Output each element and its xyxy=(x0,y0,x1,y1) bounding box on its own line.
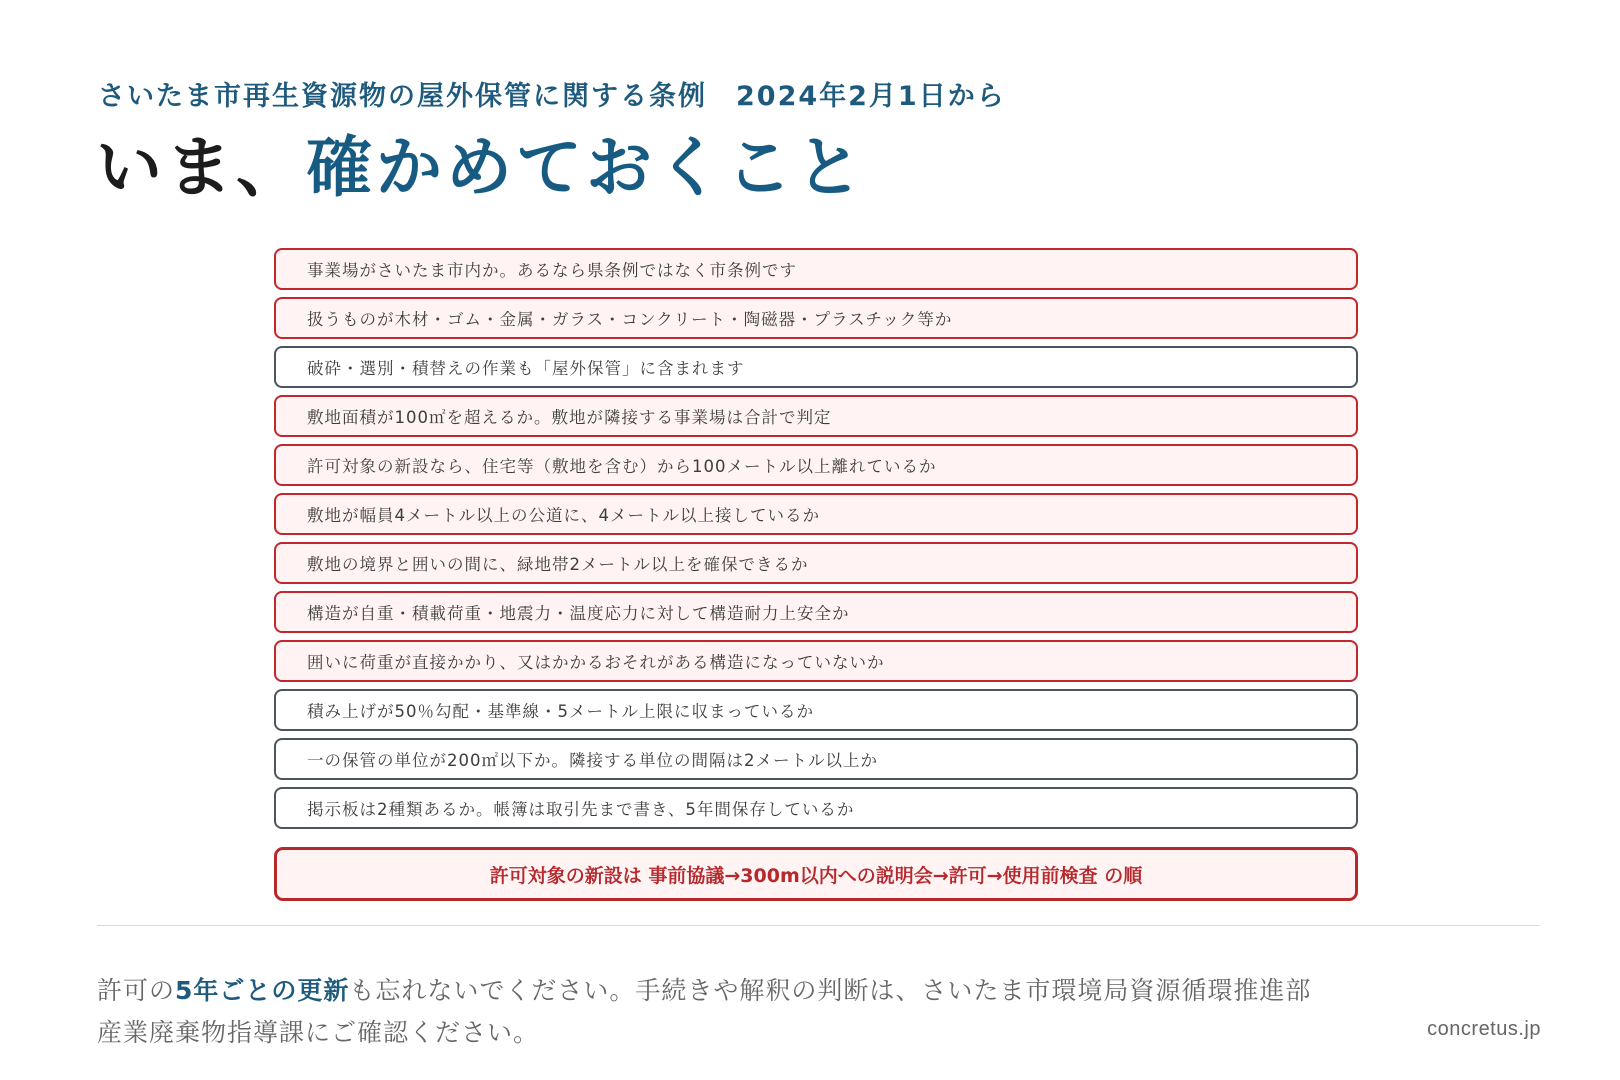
checklist-item: 事業場がさいたま市内か。あるなら県条例ではなく市条例です xyxy=(274,248,1358,290)
note-emphasis: 5年ごとの更新 xyxy=(175,976,350,1005)
title-highlight: 確かめておくこと xyxy=(306,129,866,206)
title-prefix: いま、 xyxy=(96,129,306,206)
note-text-before: 許可の xyxy=(97,976,176,1005)
note-text-after: も忘れないでください。手続きや解釈の判断は、さいたま市環境局資源循環推進部産業廃棄物指導課にご確認ください。 xyxy=(97,976,1312,1047)
checklist-item: 敷地面積が100㎡を超えるか。敷地が隣接する事業場は合計で判定 xyxy=(274,395,1358,437)
checklist-item: 一の保管の単位が200㎡以下か。隣接する単位の間隔は2メートル以上か xyxy=(274,738,1358,780)
checklist-item: 構造が自重・積載荷重・地震力・温度応力に対して構造耐力上安全か xyxy=(274,591,1358,633)
checklist xyxy=(274,248,1358,836)
checklist-item: 積み上げが50％勾配・基準線・5メートル上限に収まっているか xyxy=(274,689,1358,731)
checklist-item: 破砕・選別・積替えの作業も「屋外保管」に含まれます xyxy=(274,346,1358,388)
site-credit: concretus.jp xyxy=(1427,1018,1541,1040)
procedure-flow-box: 許可対象の新設は 事前協議→300m以内への説明会→許可→使用前検査 の順 xyxy=(274,847,1358,901)
checklist-item: 掲示板は2種類あるか。帳簿は取引先まで書き、5年間保存しているか xyxy=(274,787,1358,829)
closing-note xyxy=(97,970,1317,1054)
checklist-item: 敷地が幅員4メートル以上の公道に、4メートル以上接しているか xyxy=(274,493,1358,535)
checklist-item: 許可対象の新設なら、住宅等（敷地を含む）から100メートル以上離れているか xyxy=(274,444,1358,486)
page-title xyxy=(96,128,866,207)
checklist-item: 扱うものが木材・ゴム・金属・ガラス・コンクリート・陶磁器・プラスチック等か xyxy=(274,297,1358,339)
divider xyxy=(97,925,1539,926)
checklist-item: 敷地の境界と囲いの間に、緑地帯2メートル以上を確保できるか xyxy=(274,542,1358,584)
page-subtitle: さいたま市再生資源物の屋外保管に関する条例 2024年2月1日から xyxy=(98,81,1006,112)
checklist-item: 囲いに荷重が直接かかり、又はかかるおそれがある構造になっていないか xyxy=(274,640,1358,682)
